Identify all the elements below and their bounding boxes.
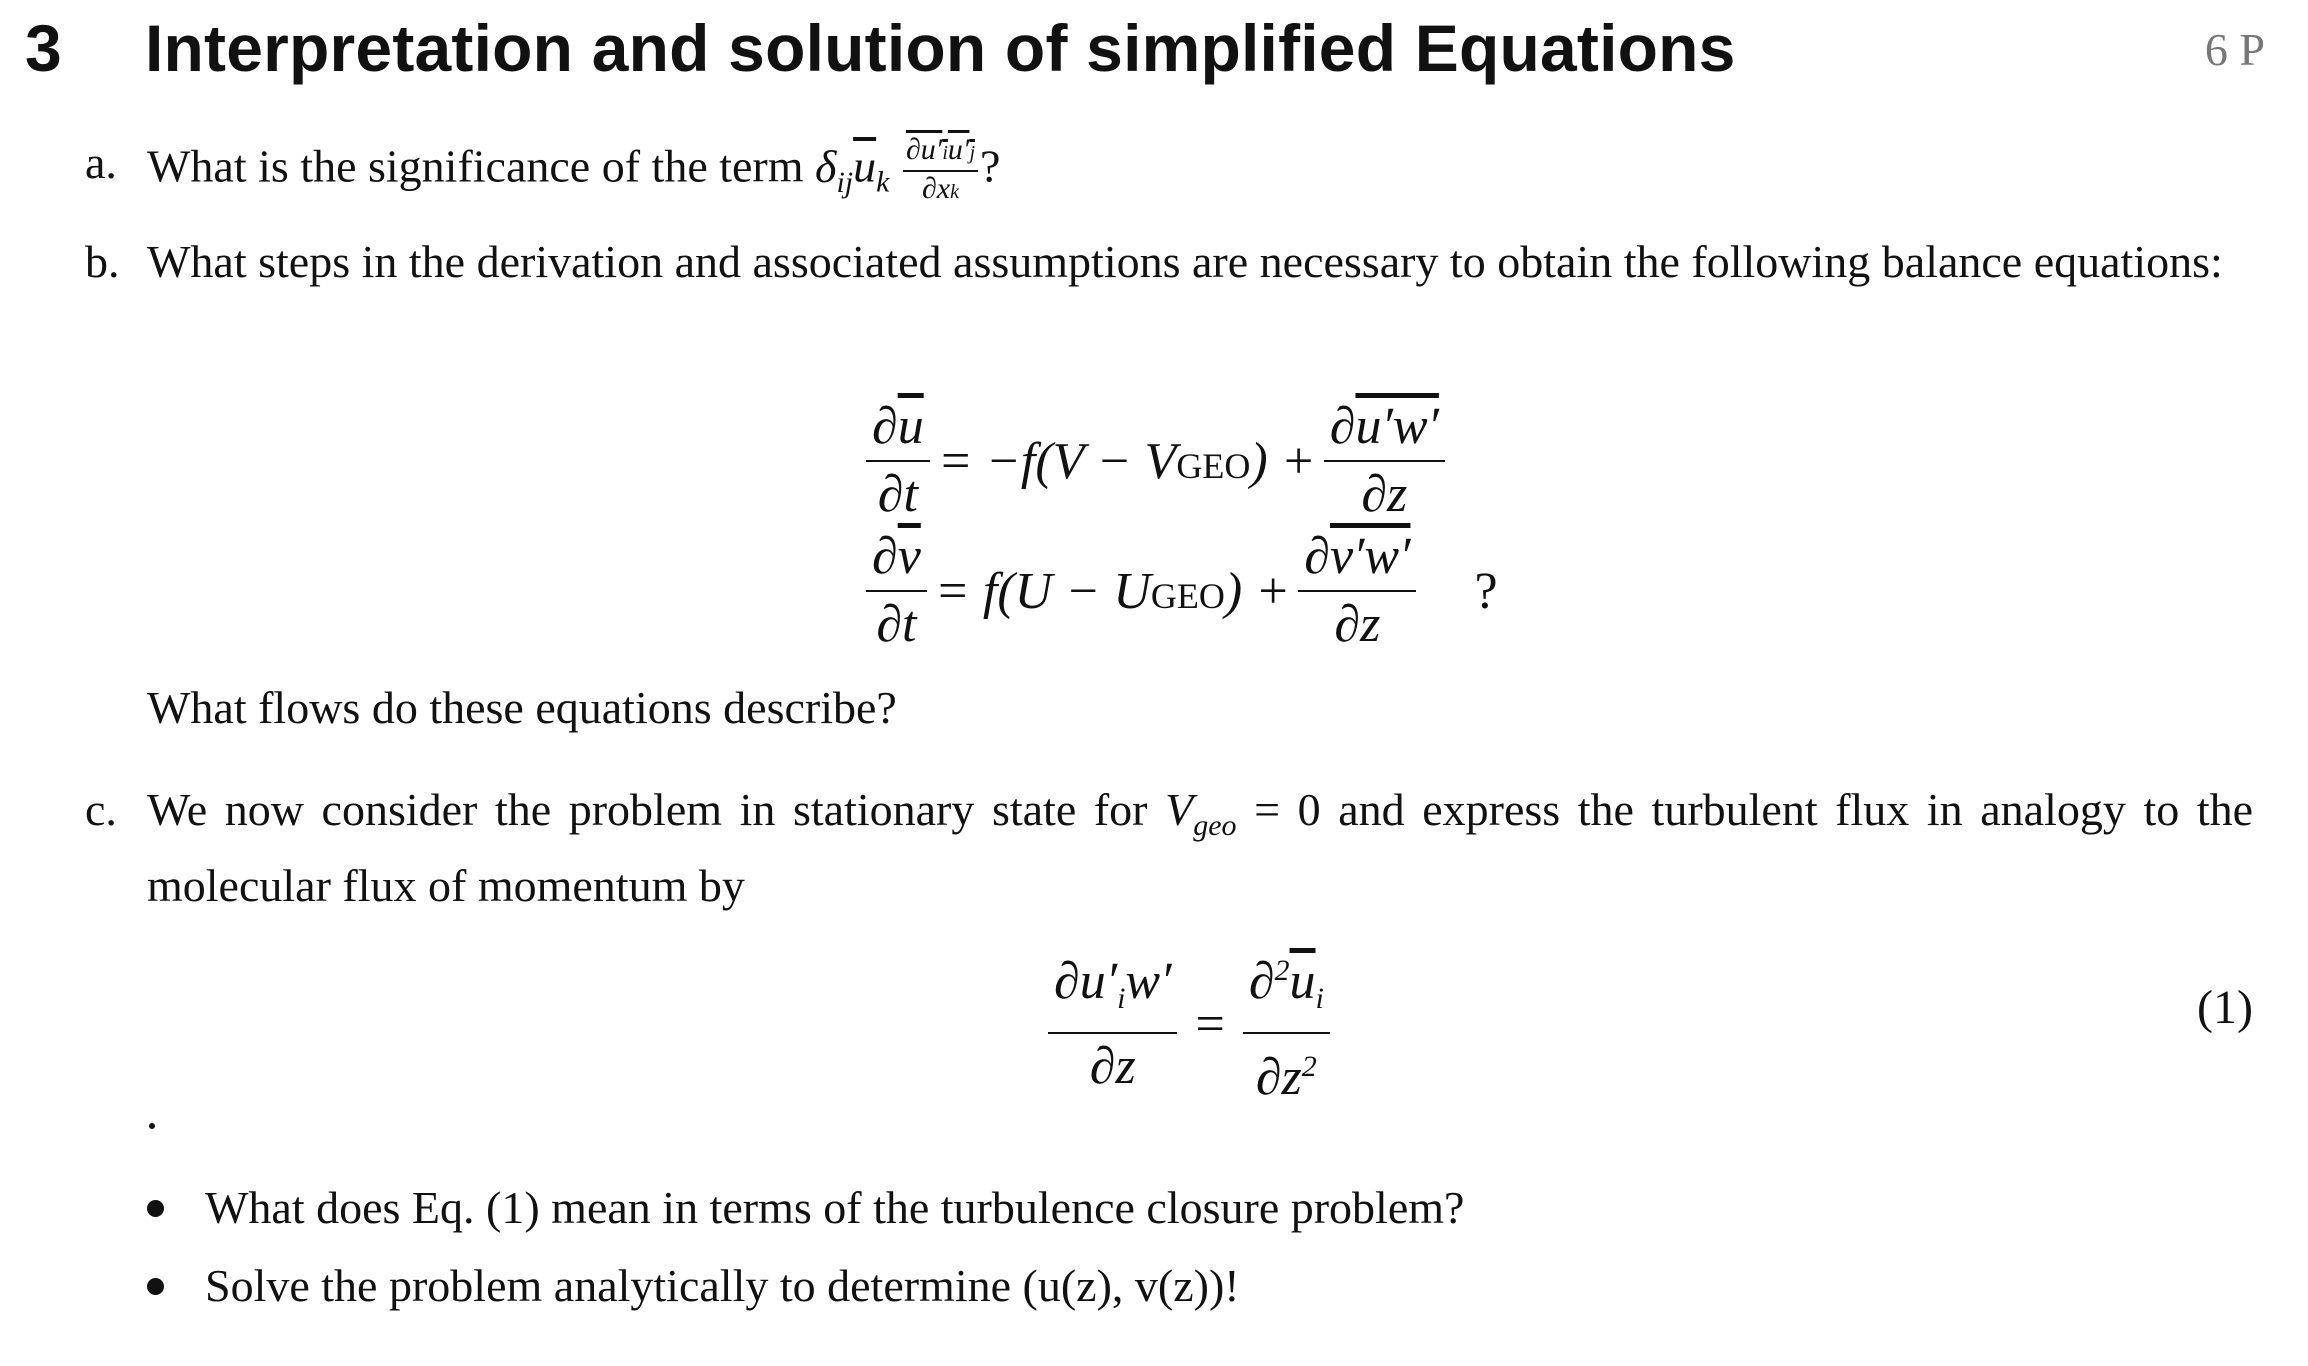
v-geo: $V_{geo}$: [1165, 784, 1237, 842]
question-a-body: [147, 133, 2253, 213]
question-c: [85, 780, 2253, 910]
eq1-lhs: $\frac{\partial u'iw'}{\partial z}$: [1048, 953, 1177, 1096]
eq1-equals: =: [1195, 996, 1225, 1053]
eq1-rhs: $\frac{\partial^2\overline{u}i}{\partial z^2}$: [1243, 942, 1330, 1107]
section-header: [25, 8, 2265, 88]
bullet-item: [205, 1256, 1464, 1334]
equation-number: (1): [2197, 981, 2253, 1034]
question-a-text: What is the significance of the term: [147, 140, 804, 192]
eq-v-flux: $\frac{\partial v'w'}{\partial z}$: [1298, 528, 1416, 654]
question-c-body: We now consider the problem in stationary state for $V_{geo} = 0$ and express the turbulent flux in analogy to the molecular flux of momentum by: [147, 784, 2254, 911]
question-b-text: What steps in the derivation and associated assumptions are necessary to obtain the following balance equations:: [147, 236, 2223, 287]
eq-v-qmark: ?: [1474, 562, 1498, 620]
question-b: [85, 232, 2253, 362]
term-fraction: $\frac{\partial u'iu'j}{\partial xk}$: [903, 133, 978, 209]
equation-u: [858, 398, 1453, 524]
eq-v-lhs: $\frac{\partial\overline{v}}{\partial t}$: [866, 528, 927, 654]
eq-u-rhs: = −f(V − VGEO) +: [937, 432, 1316, 490]
bullet-item: [205, 1178, 1464, 1256]
points-label: 6 P: [2204, 24, 2265, 75]
term-ubar-sub: k: [876, 165, 890, 199]
equation-1: [1040, 942, 1338, 1107]
eq-u-lhs: $\frac{\partial\overline{u}}{\partial t}$: [866, 398, 930, 524]
eq-v-rhs: = f(U − UGEO) +: [934, 562, 1291, 620]
equation-v: [858, 528, 1498, 654]
bullet-text: Solve the problem analytically to determine (u(z), v(z))!: [205, 1260, 1240, 1311]
eq-u-flux: $\frac{\partial u'w'}{\partial z}$: [1324, 398, 1445, 524]
term-ubar: $\overline{u}$: [853, 140, 877, 192]
bullet-list: [205, 1178, 1464, 1334]
term-delta: $\delta_{ij}$: [815, 140, 854, 199]
bullet-icon: [147, 1278, 164, 1295]
section-number: 3: [25, 11, 62, 85]
question-a-label: a.: [85, 137, 117, 188]
question-c-label: c.: [85, 784, 117, 835]
period-mark: [149, 1123, 155, 1129]
question-a: [85, 133, 2253, 213]
bullet-text: What does Eq. (1) mean in terms of the turbulence closure problem?: [205, 1182, 1465, 1233]
question-a-qmark: ?: [980, 140, 1001, 192]
question-b-label: b.: [85, 236, 120, 287]
question-b-followup: [85, 678, 2253, 738]
bullet-icon: [147, 1200, 164, 1217]
question-b-followup-text: What flows do these equations describe?: [147, 682, 897, 733]
section-title: Interpretation and solution of simplified Equations: [145, 11, 1736, 85]
